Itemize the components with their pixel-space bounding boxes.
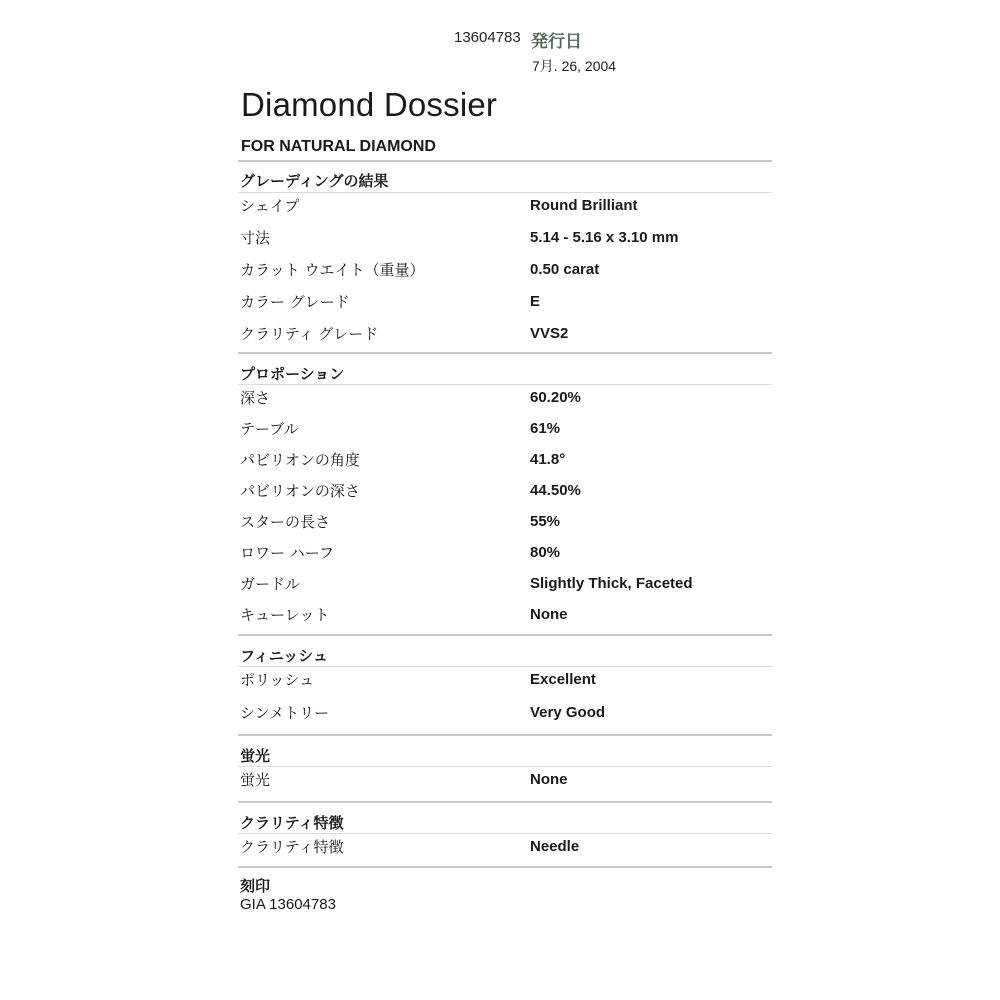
report-number: 13604783	[454, 29, 521, 46]
value-pavilion-depth: 44.50%	[530, 482, 581, 499]
section-title-clarity-characteristics: クラリティ特徴	[240, 814, 344, 832]
divider	[238, 734, 772, 736]
label-clarity-grade: クラリティ グレード	[240, 325, 379, 343]
issue-date-label: 発行日	[531, 32, 582, 52]
divider	[238, 160, 772, 162]
value-fluorescence: None	[530, 771, 568, 788]
label-pavilion-depth: パビリオンの深さ	[240, 482, 360, 500]
label-carat-weight: カラット ウエイト（重量）	[240, 261, 425, 279]
value-depth: 60.20%	[530, 389, 581, 406]
divider	[238, 833, 772, 834]
label-symmetry: シンメトリー	[240, 704, 330, 722]
value-shape: Round Brilliant	[530, 197, 638, 214]
section-title-finish: フィニッシュ	[240, 647, 328, 665]
label-shape: シェイプ	[240, 197, 300, 215]
issue-date: 7月. 26, 2004	[532, 58, 617, 74]
value-symmetry: Very Good	[530, 704, 606, 721]
value-measurements: 5.14 - 5.16 x 3.10 mm	[530, 229, 679, 246]
divider	[238, 866, 772, 868]
section-title-proportions: プロポーション	[240, 365, 345, 383]
section-title-inscription: 刻印	[240, 877, 271, 895]
label-clarity-characteristics: クラリティ特徴	[240, 838, 344, 856]
label-culet: キューレット	[240, 606, 330, 624]
value-star-length: 55%	[530, 513, 561, 530]
label-girdle: ガードル	[240, 575, 301, 593]
divider	[238, 766, 772, 767]
value-culet: None	[530, 606, 568, 623]
value-lower-half: 80%	[530, 544, 561, 561]
value-clarity-characteristics: Needle	[530, 838, 580, 855]
value-girdle: Slightly Thick, Faceted	[530, 575, 693, 592]
document-subtitle: FOR NATURAL DIAMOND	[241, 138, 436, 155]
value-carat-weight: 0.50 carat	[530, 261, 600, 278]
label-table: テーブル	[240, 420, 299, 438]
label-polish: ポリッシュ	[240, 671, 315, 689]
value-clarity-grade: VVS2	[530, 325, 569, 342]
value-color-grade: E	[530, 293, 541, 310]
label-fluorescence: 蛍光	[240, 771, 271, 789]
value-polish: Excellent	[530, 671, 596, 688]
label-measurements: 寸法	[240, 229, 271, 247]
divider	[238, 666, 772, 667]
divider	[238, 352, 772, 354]
value-pavilion-angle: 41.8°	[530, 451, 566, 468]
value-table: 61%	[530, 420, 561, 437]
inscription-value: GIA 13604783	[240, 896, 336, 913]
label-star-length: スターの長さ	[240, 513, 331, 531]
label-pavilion-angle: パビリオンの角度	[240, 451, 360, 469]
section-title-fluorescence: 蛍光	[240, 747, 271, 765]
label-lower-half: ロワー ハーフ	[240, 544, 335, 562]
label-color-grade: カラー グレード	[240, 293, 350, 311]
divider	[238, 634, 772, 636]
divider	[238, 192, 772, 193]
divider	[238, 384, 772, 385]
label-depth: 深さ	[240, 389, 271, 407]
section-title-grading-results: グレーディングの結果	[240, 172, 389, 190]
divider	[238, 801, 772, 803]
document-title: Diamond Dossier	[241, 86, 498, 123]
